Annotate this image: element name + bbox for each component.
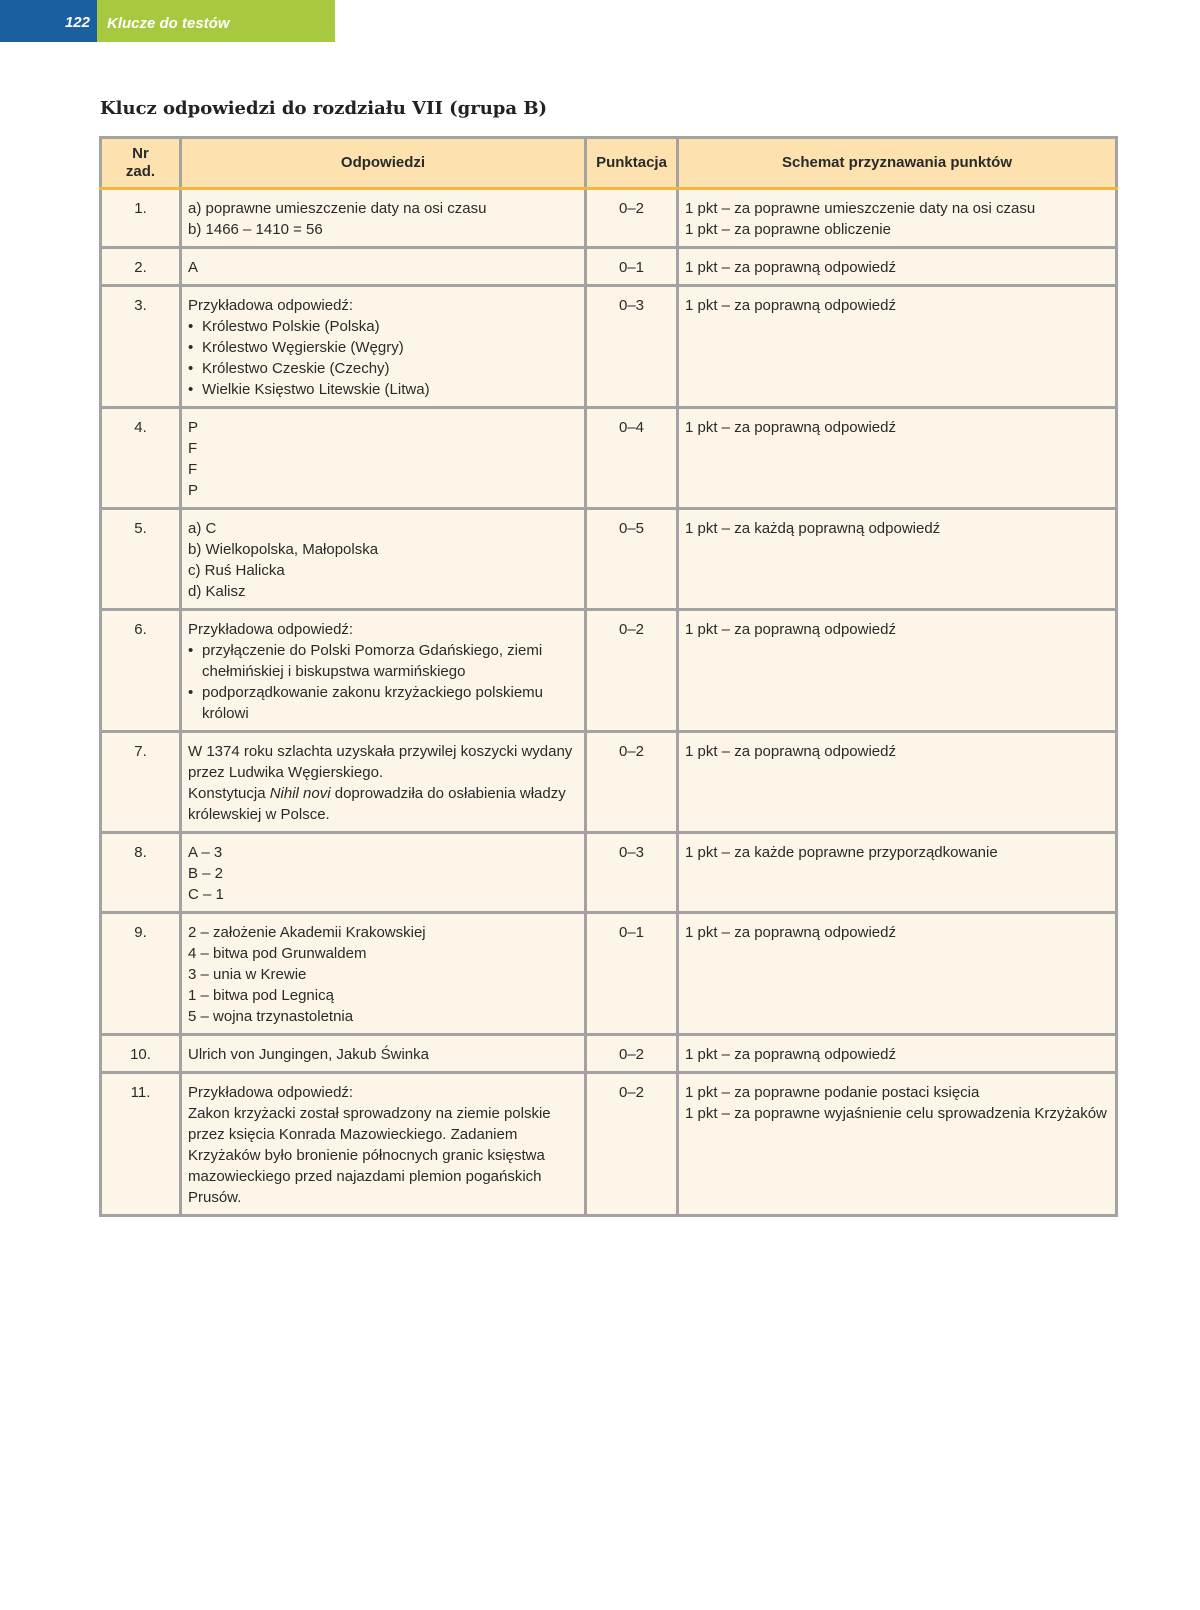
- answer-line: F: [188, 440, 198, 457]
- answer-cell: [181, 1073, 586, 1216]
- section-title: Klucze do testów: [97, 0, 335, 42]
- points: 0–1: [586, 913, 678, 1035]
- answer-line: 3 – unia w Krewie: [188, 966, 307, 983]
- scheme-line: 1 pkt – za poprawną odpowiedź: [685, 259, 896, 276]
- scheme-line: 1 pkt – za poprawną odpowiedź: [685, 419, 896, 436]
- answer-bullet: • Królestwo Czeskie (Czechy): [188, 358, 578, 379]
- answer-line: C – 1: [188, 886, 224, 903]
- answer-paragraph: [188, 783, 578, 825]
- task-number: 1.: [101, 189, 181, 248]
- answer-intro: Przykładowa odpowiedź:: [188, 621, 354, 638]
- scheme-cell: [678, 1035, 1117, 1073]
- answer-line: 1 – bitwa pod Legnicą: [188, 987, 334, 1004]
- column-header-answers: Odpowiedzi: [181, 138, 586, 189]
- answer-line: A – 3: [188, 844, 223, 861]
- answer-cell: [181, 286, 586, 408]
- scheme-cell: [678, 1073, 1117, 1216]
- scheme-line: 1 pkt – za poprawną odpowiedź: [685, 743, 896, 760]
- answer-cell: [181, 408, 586, 509]
- table-row: [101, 1035, 1117, 1073]
- answer-line: d) Kalisz: [188, 583, 246, 600]
- points: 0–2: [586, 610, 678, 732]
- answer-bullet: • przyłączenie do Polski Pomorza Gdańskiego, ziemi chełmińskiej i biskupstwa warmińskiego: [188, 640, 578, 682]
- points: 0–5: [586, 509, 678, 610]
- column-header-scheme: Schemat przyznawania punktów: [678, 138, 1117, 189]
- answer-line: Ulrich von Jungingen, Jakub Świnka: [188, 1046, 429, 1063]
- answer-line: B – 2: [188, 865, 224, 882]
- table-row: [101, 1073, 1117, 1216]
- scheme-line: 1 pkt – za poprawną odpowiedź: [685, 621, 896, 638]
- answer-cell: [181, 1035, 586, 1073]
- table-header-row: [101, 138, 1117, 189]
- table-row: [101, 509, 1117, 610]
- points: 0–2: [586, 189, 678, 248]
- answer-paragraph: Zakon krzyżacki został sprowadzony na ziemie polskie przez księcia Konrada Mazowieckiego. Zadaniem Krzyżaków było bronienie północnych granic księstwa mazowieckiego przed najazdami plemion pogańskich Prusów.: [188, 1105, 551, 1206]
- answer-text: doprowadziła do osłabienia władzy królewskiej w Polsce.: [188, 785, 566, 823]
- answer-line: b) Wielkopolska, Małopolska: [188, 541, 379, 558]
- answer-line: F: [188, 461, 198, 478]
- table-row: [101, 732, 1117, 833]
- task-number: 11.: [101, 1073, 181, 1216]
- answer-intro: Przykładowa odpowiedź:: [188, 1084, 354, 1101]
- answer-cell: [181, 189, 586, 248]
- table-row: [101, 833, 1117, 913]
- scheme-line: 1 pkt – za każdą poprawną odpowiedź: [685, 520, 941, 537]
- answer-line: P: [188, 482, 199, 499]
- scheme-cell: [678, 913, 1117, 1035]
- table-row: [101, 248, 1117, 286]
- column-header-nr: Nr zad.: [101, 138, 181, 189]
- points: 0–3: [586, 833, 678, 913]
- column-header-points: Punktacja: [586, 138, 678, 189]
- answer-line: 4 – bitwa pod Grunwaldem: [188, 945, 367, 962]
- answer-cell: [181, 610, 586, 732]
- answer-intro: Przykładowa odpowiedź:: [188, 297, 354, 314]
- header-band: [0, 0, 335, 42]
- points: 0–2: [586, 1073, 678, 1216]
- answer-cell: [181, 833, 586, 913]
- answer-emphasis: Nihil novi: [269, 785, 331, 802]
- answer-cell: [181, 509, 586, 610]
- answer-bullet: • Królestwo Polskie (Polska): [188, 316, 578, 337]
- task-number: 8.: [101, 833, 181, 913]
- scheme-cell: [678, 286, 1117, 408]
- page-number: 122: [0, 0, 97, 42]
- scheme-line: 1 pkt – za poprawne umieszczenie daty na osi czasu: [685, 200, 1036, 217]
- points: 0–3: [586, 286, 678, 408]
- task-number: 3.: [101, 286, 181, 408]
- points: 0–1: [586, 248, 678, 286]
- scheme-line: 1 pkt – za poprawne obliczenie: [685, 221, 891, 238]
- answer-line: a) poprawne umieszczenie daty na osi czasu: [188, 200, 487, 217]
- answer-bullet: • podporządkowanie zakonu krzyżackiego polskiemu królowi: [188, 682, 578, 724]
- scheme-line: 1 pkt – za każde poprawne przyporządkowanie: [685, 844, 998, 861]
- table-row: [101, 913, 1117, 1035]
- answer-line: P: [188, 419, 199, 436]
- task-number: 5.: [101, 509, 181, 610]
- answer-line: 2 – założenie Akademii Krakowskiej: [188, 924, 426, 941]
- table-row: [101, 408, 1117, 509]
- table-row: [101, 286, 1117, 408]
- answer-bullet: • Wielkie Księstwo Litewskie (Litwa): [188, 379, 578, 400]
- task-number: 2.: [101, 248, 181, 286]
- scheme-cell: [678, 408, 1117, 509]
- answer-line: a) C: [188, 520, 217, 537]
- answer-line: b) 1466 – 1410 = 56: [188, 221, 323, 238]
- task-number: 10.: [101, 1035, 181, 1073]
- scheme-cell: [678, 248, 1117, 286]
- points: 0–2: [586, 732, 678, 833]
- answer-cell: [181, 248, 586, 286]
- scheme-cell: [678, 610, 1117, 732]
- answer-line: 5 – wojna trzynastoletnia: [188, 1008, 354, 1025]
- answer-bullet: • Królestwo Węgierskie (Węgry): [188, 337, 578, 358]
- scheme-line: 1 pkt – za poprawną odpowiedź: [685, 1046, 896, 1063]
- scheme-line: 1 pkt – za poprawne podanie postaci księcia: [685, 1084, 980, 1101]
- scheme-cell: [678, 732, 1117, 833]
- answer-paragraph: W 1374 roku szlachta uzyskała przywilej koszycki wydany przez Ludwika Węgierskiego.: [188, 743, 573, 781]
- task-number: 4.: [101, 408, 181, 509]
- table-row: [101, 189, 1117, 248]
- points: 0–4: [586, 408, 678, 509]
- answer-cell: [181, 732, 586, 833]
- answer-line: c) Ruś Halicka: [188, 562, 285, 579]
- answer-text: Konstytucja: [188, 785, 270, 802]
- scheme-line: 1 pkt – za poprawne wyjaśnienie celu sprowadzenia Krzyżaków: [685, 1105, 1107, 1122]
- task-number: 9.: [101, 913, 181, 1035]
- scheme-line: 1 pkt – za poprawną odpowiedź: [685, 924, 896, 941]
- answer-line: A: [188, 259, 199, 276]
- answer-cell: [181, 913, 586, 1035]
- points: 0–2: [586, 1035, 678, 1073]
- table-row: [101, 610, 1117, 732]
- page-title: Klucz odpowiedzi do rozdziału VII (grupa B): [100, 98, 548, 119]
- task-number: 7.: [101, 732, 181, 833]
- answer-key-table: [99, 136, 1118, 1217]
- scheme-cell: [678, 189, 1117, 248]
- task-number: 6.: [101, 610, 181, 732]
- scheme-line: 1 pkt – za poprawną odpowiedź: [685, 297, 896, 314]
- scheme-cell: [678, 509, 1117, 610]
- scheme-cell: [678, 833, 1117, 913]
